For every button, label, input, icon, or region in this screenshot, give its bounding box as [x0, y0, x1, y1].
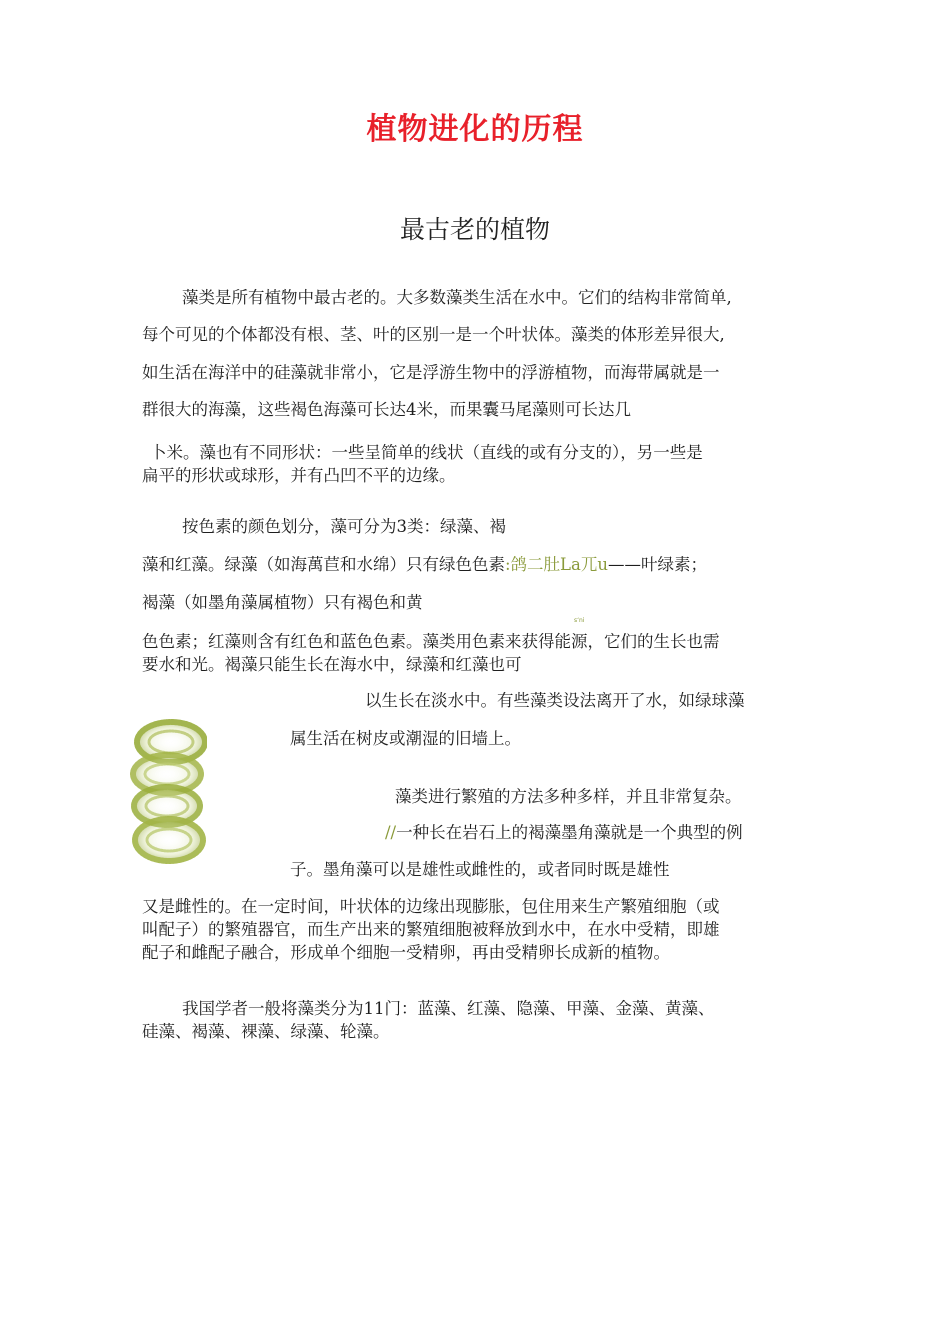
paragraph-2-line-1: 按色素的颜色划分，藻可分为3类：绿藻、褐: [182, 517, 506, 536]
paragraph-1-line-3: 如生活在海洋中的硅藻就非常小，它是浮游生物中的浮游植物，而海带属就是一: [142, 363, 720, 382]
paragraph-3-line-2-text: 一种长在岩石上的褐藻墨角藻就是一个典型的例: [396, 823, 743, 842]
paragraph-1-line-4: 群很大的海藻，这些褐色海藻可长达4米，而果囊马尾藻则可长达几: [142, 400, 631, 419]
paragraph-3-line-2: [385, 822, 743, 844]
section-title: 最古老的植物: [399, 215, 550, 244]
paragraph-2-line-6: 以生长在淡水中。有些藻类设法离开了水，如绿球藻: [365, 691, 745, 710]
paragraph-1-line-6: 扁平的形状或球形，并有凸凹不平的边缘。: [142, 466, 456, 485]
paragraph-2-line-2-olive-text: :鸽二肚La兀u: [505, 555, 608, 574]
paragraph-1-line-5: 卜米。藻也有不同形状：一些呈简单的线状（直线的或有分支的），另一些是: [150, 443, 703, 462]
algae-colony-illustration: [127, 718, 207, 870]
paragraph-3-line-1: 藻类进行繁殖的方法多种多样，并且非常复杂。: [395, 787, 742, 806]
paragraph-3-line-6: 配子和雌配子融合，形成单个细胞一受精卵，再由受精卵长成新的植物。: [142, 943, 670, 962]
paragraph-2-line-2-text-a: 藻和红藻。绿藻（如海萬苣和水绵）只有绿色色素: [142, 555, 505, 574]
paragraph-1-line-2: 每个可见的个体都没有根、茎、叶的区别一是一个叶状体。藻类的体形差异很大,: [142, 325, 725, 344]
paragraph-2-line-2-text-c: ——叶绿素；: [607, 555, 707, 574]
paragraph-4-line-2: 硅藻、褐藻、裸藻、绿藻、轮藻。: [142, 1022, 390, 1041]
paragraph-3-line-4: 又是雌性的。在一定时间，叶状体的边缘出现膨胀，包住用来生产繁殖细胞（或: [142, 897, 720, 916]
page-title: 植物进化的历程: [366, 112, 584, 147]
paragraph-2-line-4: 色色素；红藻则含有红色和蓝色色素。藻类用色素来获得能源，它们的生长也需: [142, 632, 720, 651]
small-speck-text: s‘ni: [574, 617, 585, 624]
paragraph-4-line-1: 我国学者一般将藻类分为11门：蓝藻、红藻、隐藻、甲藻、金藻、黄藻、: [182, 999, 715, 1018]
paragraph-3-line-3: 子。墨角藻可以是雄性或雌性的，或者同时既是雄性: [290, 860, 670, 879]
paragraph-2-line-2: [142, 554, 707, 576]
paragraph-3-line-2-slashes: //: [385, 823, 397, 842]
paragraph-1-line-1: 藻类是所有植物中最古老的。大多数藻类生活在水中。它们的结构非常简单,: [182, 288, 732, 307]
paragraph-2-line-7: 属生活在树皮或潮湿的旧墙上。: [290, 729, 521, 748]
paragraph-2-line-3: 褐藻（如墨角藻属植物）只有褐色和黄: [142, 593, 423, 612]
paragraph-3-line-5: 叫配子）的繁殖器官，而生产出来的繁殖细胞被释放到水中，在水中受精，即雄: [142, 920, 720, 939]
paragraph-2-line-5: 要水和光。褐藻只能生长在海水中，绿藻和红藻也可: [142, 655, 522, 674]
